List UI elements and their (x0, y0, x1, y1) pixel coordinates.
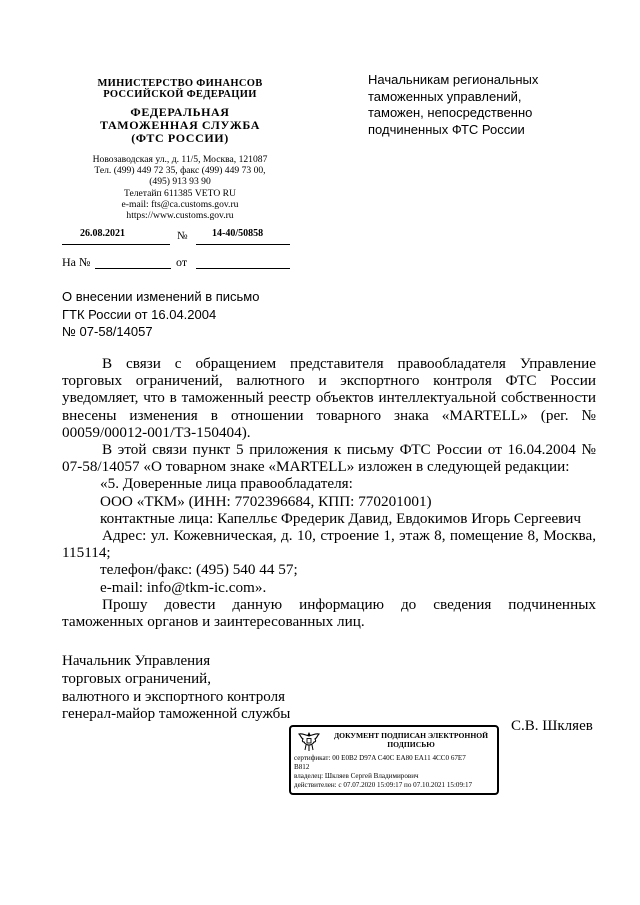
addressee-line-4: подчиненных ФТС России (368, 121, 525, 137)
eagle-emblem-icon (297, 730, 321, 752)
body-item-heading: «5. Доверенные лица правообладателя: (100, 475, 353, 493)
addressee-line-2: таможенных управлений, (368, 88, 522, 104)
agency-contacts (62, 154, 298, 221)
contact-teletype: Телетайп 611385 VETO RU (124, 187, 236, 199)
body-item-address: Адрес: ул. Кожевническая, д. 10, строение 1, этаж 8, помещение 8, Москва, 115114; (62, 527, 596, 562)
subject-line-1: О внесении изменений в письмо (62, 289, 260, 304)
ministry-line-2: РОССИЙСКОЙ ФЕДЕРАЦИИ (103, 89, 257, 100)
contact-website: https://www.customs.gov.ru (126, 210, 234, 222)
signer-name: С.В. Шкляев (511, 718, 593, 734)
registration-date-underline (62, 244, 170, 245)
body-item-email: e-mail: info@tkm-ic.com». (100, 578, 267, 596)
contact-phone: Тел. (499) 449 72 35, факс (499) 449 73 00, (94, 165, 266, 177)
stamp-validity: действителен: с 07.07.2020 15:09:17 по 07.10.2021 15:09:17 (294, 781, 473, 789)
body-paragraph-1: В связи с обращением представителя правообладателя Управление торговых ограничений, валютного и экспортного контроля ФТС России уведомляет, что в таможенный реестр объектов интеллектуальной собственности внесены изменения в отношении товарного знака «MARTELL» (рег. № 00059/00012-001/ТЗ-150404). (62, 355, 596, 441)
addressee-line-1: Начальникам региональных (368, 72, 539, 87)
subject-line-2: ГТК России от 16.04.2004 (62, 306, 217, 322)
stamp-certificate: сертификат: 00 E0B2 D97A C40C EA80 EA11 4CC0 67E7 (294, 754, 466, 762)
stamp-title: ДОКУМЕНТ ПОДПИСАН ЭЛЕКТРОННОЙ ПОДПИСЬЮ (333, 731, 489, 749)
agency-line-3: (ФТС РОССИИ) (131, 131, 229, 145)
signer-position-line-4: генерал-майор таможенной службы (62, 706, 291, 723)
registration-date: 26.08.2021 (80, 228, 125, 239)
signer-position-line-3: валютного и экспортного контроля (62, 688, 285, 705)
stamp-header (297, 730, 493, 752)
registration-number-underline (196, 244, 290, 245)
registration-number: 14-40/50858 (212, 228, 264, 239)
signer-position-line-1: Начальник Управления (62, 653, 211, 669)
letter-subject (62, 288, 362, 341)
letter-body (62, 355, 596, 630)
ministry-line-1: МИНИСТЕРСТВО ФИНАНСОВ (97, 78, 263, 89)
body-paragraph-3: Прошу довести данную информацию до сведения подчиненных таможенных органов и заинтересованных лиц. (62, 595, 596, 631)
ministry-name (62, 78, 298, 100)
stamp-certificate-cont: B812 (294, 763, 310, 771)
contact-email: e-mail: fts@ca.customs.gov.ru (121, 198, 239, 210)
stamp-details (294, 754, 496, 790)
contact-address: Новозаводская ул., д. 11/5, Москва, 121087 (92, 154, 268, 165)
stamp-owner: владелец: Шкляев Сергей Владимирович (294, 772, 419, 780)
subject-line-3: № 07-58/14057 (62, 324, 153, 339)
reference-number-blank (95, 268, 171, 269)
agency-name (62, 106, 298, 145)
reference-label: На № (62, 255, 91, 269)
reference-from-label: от (176, 255, 188, 269)
body-item-contacts: контактные лица: Капелльє Фредерик Давид, Евдокимов Игорь Сергеевич (100, 509, 582, 527)
addressee-line-3: таможен, непосредственно (368, 105, 533, 120)
addressee (368, 72, 608, 138)
agency-line-2: ТАМОЖЕННАЯ СЛУЖБА (100, 118, 260, 132)
signer-position-line-2: торговых ограничений, (62, 670, 211, 687)
body-paragraph-2: В этой связи пункт 5 приложения к письму ФТС России от 16.04.2004 № 07-58/14057 «О товарном знаке «MARTELL» изложен в следующей редакции: (62, 441, 596, 476)
body-item-phone: телефон/факс: (495) 540 44 57; (100, 561, 298, 579)
contact-phone-2: (495) 913 93 90 (149, 176, 211, 188)
electronic-signature-stamp (289, 725, 499, 795)
agency-line-1: ФЕДЕРАЛЬНАЯ (130, 105, 230, 119)
reference-date-blank (196, 268, 290, 269)
signer-position (62, 653, 302, 724)
registration-number-sign: № (177, 230, 188, 242)
body-item-company: ООО «ТКМ» (ИНН: 7702396684, КПП: 770201001) (100, 492, 432, 510)
